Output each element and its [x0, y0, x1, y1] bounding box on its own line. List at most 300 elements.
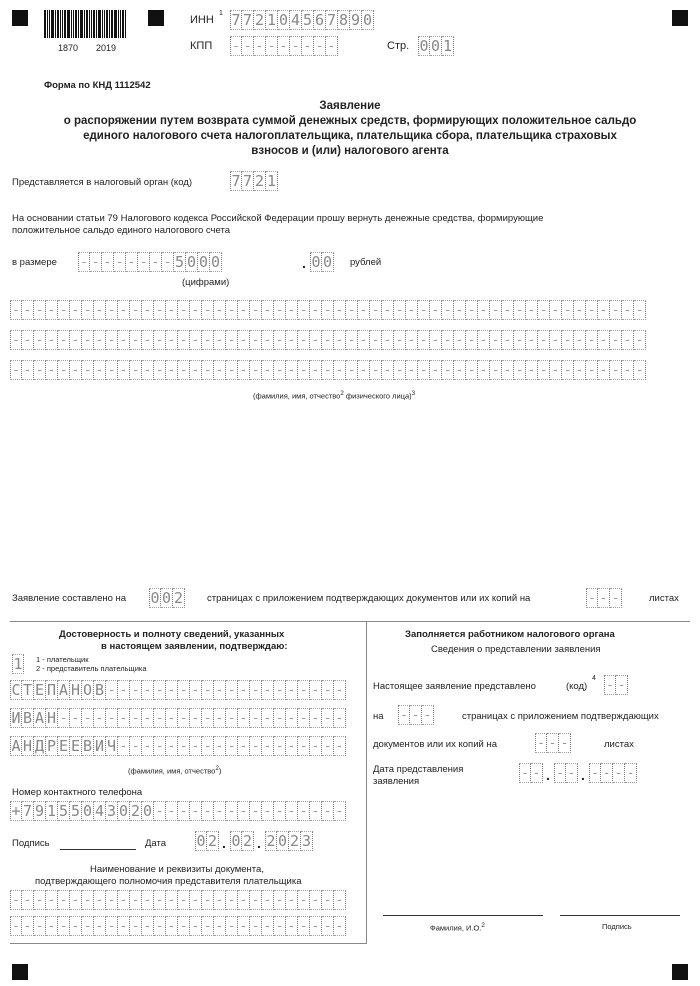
form-cell[interactable]: 7 — [231, 11, 241, 29]
form-cell[interactable]: - — [302, 36, 314, 56]
form-cell[interactable]: - — [226, 360, 238, 380]
form-cell[interactable]: - — [274, 890, 286, 910]
form-cell[interactable]: - — [538, 330, 550, 350]
form-cell[interactable]: - — [22, 360, 34, 380]
signer-type-field[interactable] — [12, 654, 24, 674]
form-cell[interactable]: - — [310, 801, 322, 821]
form-cell[interactable]: - — [262, 736, 274, 756]
form-cell[interactable]: - — [394, 360, 406, 380]
form-cell[interactable]: - — [262, 708, 274, 728]
form-cell[interactable]: - — [442, 300, 454, 320]
form-cell[interactable]: - — [130, 300, 142, 320]
form-cell[interactable]: - — [166, 680, 178, 700]
form-cell[interactable]: - — [406, 300, 418, 320]
form-cell[interactable]: - — [202, 330, 214, 350]
form-cell[interactable]: - — [286, 736, 298, 756]
form-cell[interactable]: - — [130, 360, 142, 380]
form-cell[interactable]: - — [22, 300, 34, 320]
form-cell[interactable]: - — [598, 588, 610, 608]
form-cell[interactable]: 2 — [289, 832, 300, 850]
form-cell[interactable]: - — [202, 360, 214, 380]
form-cell[interactable]: 2 — [173, 589, 184, 607]
form-cell[interactable]: - — [190, 708, 202, 728]
form-cell[interactable]: - — [574, 330, 586, 350]
form-cell[interactable]: - — [154, 916, 166, 936]
form-cell[interactable]: - — [202, 680, 214, 700]
form-cell[interactable]: - — [286, 890, 298, 910]
form-cell[interactable]: - — [22, 916, 34, 936]
form-cell[interactable]: - — [406, 330, 418, 350]
form-cell[interactable]: С — [11, 681, 21, 699]
form-cell[interactable]: - — [519, 763, 531, 783]
form-cell[interactable]: - — [106, 916, 118, 936]
form-cell[interactable]: - — [478, 330, 490, 350]
form-cell[interactable]: - — [118, 708, 130, 728]
form-cell[interactable]: - — [610, 300, 622, 320]
form-cell[interactable]: 0 — [142, 802, 153, 820]
form-cell[interactable]: - — [334, 736, 346, 756]
form-cell[interactable]: - — [82, 300, 94, 320]
date-year-field[interactable] — [265, 831, 313, 851]
form-cell[interactable]: - — [454, 330, 466, 350]
signer-name-field[interactable] — [10, 708, 346, 728]
form-cell[interactable]: - — [550, 360, 562, 380]
form-cell[interactable]: - — [322, 736, 334, 756]
form-cell[interactable]: - — [535, 733, 547, 753]
form-cell[interactable]: - — [58, 890, 70, 910]
form-cell[interactable]: 1 — [46, 802, 57, 820]
form-cell[interactable]: - — [442, 330, 454, 350]
form-cell[interactable]: - — [346, 360, 358, 380]
form-cell[interactable]: 1 — [266, 11, 277, 29]
form-cell[interactable]: - — [118, 916, 130, 936]
form-cell[interactable]: - — [370, 330, 382, 350]
form-cell[interactable]: - — [166, 300, 178, 320]
form-cell[interactable]: 4 — [94, 802, 105, 820]
form-cell[interactable]: 2 — [242, 832, 253, 850]
form-cell[interactable]: - — [142, 360, 154, 380]
form-cell[interactable]: - — [322, 890, 334, 910]
form-cell[interactable]: 0 — [210, 253, 221, 271]
form-cell[interactable]: - — [526, 360, 538, 380]
form-cell[interactable]: - — [214, 360, 226, 380]
form-cell[interactable]: - — [250, 680, 262, 700]
signer-patronymic-field[interactable] — [10, 736, 346, 756]
form-cell[interactable]: - — [202, 916, 214, 936]
form-cell[interactable]: А — [11, 737, 21, 755]
form-cell[interactable]: - — [118, 736, 130, 756]
form-cell[interactable]: - — [70, 300, 82, 320]
form-cell[interactable]: - — [58, 330, 70, 350]
form-cell[interactable]: - — [90, 252, 102, 272]
form-cell[interactable]: + — [11, 802, 21, 820]
form-cell[interactable]: - — [34, 300, 46, 320]
form-cell[interactable]: - — [178, 916, 190, 936]
form-cell[interactable]: 0 — [231, 832, 241, 850]
form-cell[interactable]: - — [514, 330, 526, 350]
form-cell[interactable]: Н — [70, 681, 81, 699]
form-cell[interactable]: - — [154, 360, 166, 380]
form-cell[interactable]: - — [286, 680, 298, 700]
inn-field[interactable] — [230, 10, 374, 30]
form-cell[interactable]: И — [94, 737, 105, 755]
form-cell[interactable]: - — [118, 300, 130, 320]
form-cell[interactable]: - — [142, 736, 154, 756]
form-cell[interactable]: - — [166, 801, 178, 821]
form-cell[interactable]: 1 — [13, 655, 23, 673]
form-cell[interactable]: - — [58, 916, 70, 936]
form-cell[interactable]: - — [298, 360, 310, 380]
form-cell[interactable]: - — [514, 300, 526, 320]
form-cell[interactable]: - — [562, 360, 574, 380]
pages-count-field[interactable] — [149, 588, 185, 608]
sheets-count-field[interactable] — [586, 588, 622, 608]
form-cell[interactable]: - — [250, 330, 262, 350]
form-cell[interactable]: - — [430, 360, 442, 380]
form-cell[interactable]: - — [82, 330, 94, 350]
signer-surname-field[interactable] — [10, 680, 346, 700]
form-cell[interactable]: - — [478, 360, 490, 380]
form-cell[interactable]: - — [394, 330, 406, 350]
form-cell[interactable]: - — [430, 330, 442, 350]
physical-person-fio-row-1[interactable] — [10, 300, 646, 320]
form-cell[interactable]: 1 — [266, 172, 277, 190]
form-cell[interactable]: - — [46, 360, 58, 380]
form-cell[interactable]: О — [82, 681, 93, 699]
form-cell[interactable]: - — [322, 360, 334, 380]
form-cell[interactable]: - — [634, 360, 646, 380]
form-cell[interactable]: - — [334, 890, 346, 910]
form-cell[interactable]: 1 — [442, 37, 453, 55]
form-cell[interactable]: - — [286, 330, 298, 350]
form-cell[interactable]: - — [478, 300, 490, 320]
form-cell[interactable]: - — [310, 708, 322, 728]
form-cell[interactable]: - — [166, 330, 178, 350]
form-cell[interactable]: 7 — [242, 172, 253, 190]
form-cell[interactable]: - — [346, 330, 358, 350]
form-cell[interactable]: - — [238, 708, 250, 728]
form-cell[interactable]: - — [238, 680, 250, 700]
form-cell[interactable]: - — [214, 708, 226, 728]
form-cell[interactable]: 0 — [198, 253, 209, 271]
form-cell[interactable]: - — [526, 330, 538, 350]
tax-authority-code-field[interactable] — [230, 171, 278, 191]
form-cell[interactable]: - — [70, 916, 82, 936]
form-cell[interactable]: - — [298, 916, 310, 936]
form-cell[interactable]: - — [622, 330, 634, 350]
form-cell[interactable]: - — [322, 330, 334, 350]
form-cell[interactable]: 3 — [106, 802, 117, 820]
form-cell[interactable]: - — [190, 300, 202, 320]
form-cell[interactable]: П — [46, 681, 57, 699]
form-cell[interactable]: - — [214, 736, 226, 756]
form-cell[interactable]: - — [274, 916, 286, 936]
form-cell[interactable]: - — [418, 360, 430, 380]
form-cell[interactable]: - — [154, 890, 166, 910]
form-cell[interactable]: - — [22, 890, 34, 910]
form-cell[interactable]: - — [538, 360, 550, 380]
form-cell[interactable]: - — [490, 360, 502, 380]
form-cell[interactable]: - — [322, 708, 334, 728]
form-cell[interactable]: - — [118, 890, 130, 910]
form-cell[interactable]: 2 — [207, 832, 218, 850]
form-cell[interactable]: - — [142, 680, 154, 700]
form-cell[interactable]: - — [166, 708, 178, 728]
authority-doc-field-row-2[interactable] — [10, 916, 346, 936]
form-cell[interactable]: - — [550, 330, 562, 350]
form-cell[interactable]: - — [310, 890, 322, 910]
form-cell[interactable]: - — [406, 360, 418, 380]
form-cell[interactable]: - — [70, 360, 82, 380]
form-cell[interactable]: - — [94, 916, 106, 936]
form-cell[interactable]: - — [274, 330, 286, 350]
form-cell[interactable]: - — [616, 675, 628, 695]
form-cell[interactable]: - — [262, 300, 274, 320]
officer-date-month-field[interactable] — [554, 763, 578, 783]
officer-date-year-field[interactable] — [589, 763, 637, 783]
form-cell[interactable]: - — [106, 330, 118, 350]
form-cell[interactable]: - — [106, 708, 118, 728]
form-cell[interactable]: - — [298, 736, 310, 756]
form-cell[interactable]: 0 — [419, 37, 429, 55]
form-cell[interactable]: - — [554, 763, 566, 783]
form-cell[interactable]: - — [266, 36, 278, 56]
form-cell[interactable]: 7 — [326, 11, 337, 29]
form-cell[interactable]: - — [154, 680, 166, 700]
form-cell[interactable]: А — [58, 681, 69, 699]
date-month-field[interactable] — [230, 831, 254, 851]
form-cell[interactable]: - — [22, 330, 34, 350]
form-cell[interactable]: - — [102, 252, 114, 272]
form-cell[interactable]: - — [622, 360, 634, 380]
form-cell[interactable]: 0 — [277, 832, 288, 850]
form-cell[interactable]: - — [613, 763, 625, 783]
form-cell[interactable]: - — [70, 708, 82, 728]
form-cell[interactable]: - — [358, 300, 370, 320]
form-cell[interactable]: - — [382, 330, 394, 350]
form-cell[interactable]: - — [394, 300, 406, 320]
form-cell[interactable]: - — [70, 890, 82, 910]
form-cell[interactable]: - — [314, 36, 326, 56]
form-cell[interactable]: - — [238, 916, 250, 936]
form-cell[interactable]: - — [238, 330, 250, 350]
form-cell[interactable]: - — [604, 675, 616, 695]
form-cell[interactable]: - — [559, 733, 571, 753]
form-cell[interactable]: - — [202, 801, 214, 821]
form-cell[interactable]: 0 — [362, 11, 373, 29]
form-cell[interactable]: - — [502, 360, 514, 380]
form-cell[interactable]: - — [562, 330, 574, 350]
amount-fraction-field[interactable] — [310, 252, 334, 272]
form-cell[interactable]: - — [274, 360, 286, 380]
kpp-field[interactable] — [230, 36, 338, 56]
form-cell[interactable]: - — [398, 705, 410, 725]
form-cell[interactable]: - — [130, 736, 142, 756]
form-cell[interactable]: 0 — [150, 589, 160, 607]
form-cell[interactable]: - — [106, 890, 118, 910]
form-cell[interactable]: - — [466, 300, 478, 320]
form-cell[interactable]: - — [490, 300, 502, 320]
officer-date-day-field[interactable] — [519, 763, 543, 783]
form-cell[interactable]: Д — [34, 737, 45, 755]
form-cell[interactable]: - — [226, 680, 238, 700]
form-cell[interactable]: - — [178, 300, 190, 320]
form-cell[interactable]: - — [298, 680, 310, 700]
form-cell[interactable]: - — [166, 890, 178, 910]
form-cell[interactable]: - — [254, 36, 266, 56]
form-cell[interactable]: - — [190, 801, 202, 821]
form-cell[interactable]: - — [226, 736, 238, 756]
form-cell[interactable]: - — [250, 890, 262, 910]
form-cell[interactable]: - — [130, 916, 142, 936]
form-cell[interactable]: - — [142, 916, 154, 936]
officer-pages-field[interactable] — [398, 705, 434, 725]
officer-sheets-field[interactable] — [535, 733, 571, 753]
form-cell[interactable]: - — [454, 300, 466, 320]
form-cell[interactable]: - — [118, 330, 130, 350]
form-cell[interactable]: - — [94, 890, 106, 910]
form-cell[interactable]: - — [190, 680, 202, 700]
form-cell[interactable]: - — [298, 890, 310, 910]
form-cell[interactable]: 7 — [231, 172, 241, 190]
form-cell[interactable]: - — [550, 300, 562, 320]
officer-name-line[interactable] — [383, 915, 543, 916]
form-cell[interactable]: - — [126, 252, 138, 272]
form-cell[interactable]: - — [298, 300, 310, 320]
form-cell[interactable]: - — [230, 36, 242, 56]
form-cell[interactable]: 5 — [58, 802, 69, 820]
form-cell[interactable]: - — [322, 300, 334, 320]
form-cell[interactable]: - — [202, 708, 214, 728]
form-cell[interactable]: - — [10, 890, 22, 910]
form-cell[interactable]: - — [274, 680, 286, 700]
form-cell[interactable]: - — [274, 801, 286, 821]
form-cell[interactable]: - — [358, 330, 370, 350]
form-cell[interactable]: - — [310, 360, 322, 380]
form-cell[interactable]: - — [34, 360, 46, 380]
form-cell[interactable]: - — [166, 360, 178, 380]
form-cell[interactable]: - — [10, 916, 22, 936]
form-cell[interactable]: - — [166, 916, 178, 936]
form-cell[interactable]: - — [94, 708, 106, 728]
form-cell[interactable]: - — [466, 330, 478, 350]
form-cell[interactable]: - — [334, 916, 346, 936]
form-cell[interactable]: - — [586, 588, 598, 608]
form-cell[interactable]: - — [106, 300, 118, 320]
form-cell[interactable]: - — [502, 330, 514, 350]
form-cell[interactable]: - — [310, 916, 322, 936]
form-cell[interactable]: - — [162, 252, 174, 272]
form-cell[interactable]: 5 — [174, 253, 185, 271]
form-cell[interactable]: - — [531, 763, 543, 783]
form-cell[interactable]: - — [610, 588, 622, 608]
form-cell[interactable]: И — [11, 709, 21, 727]
form-cell[interactable]: Е — [70, 737, 81, 755]
form-cell[interactable]: - — [114, 252, 126, 272]
form-cell[interactable]: - — [190, 330, 202, 350]
form-cell[interactable]: А — [34, 709, 45, 727]
form-cell[interactable]: 2 — [254, 172, 265, 190]
form-cell[interactable]: - — [226, 801, 238, 821]
form-cell[interactable]: - — [78, 252, 90, 272]
form-cell[interactable]: - — [634, 330, 646, 350]
form-cell[interactable]: - — [178, 680, 190, 700]
form-cell[interactable]: - — [322, 680, 334, 700]
form-cell[interactable]: 3 — [301, 832, 312, 850]
form-cell[interactable]: - — [130, 890, 142, 910]
form-cell[interactable]: - — [334, 708, 346, 728]
form-cell[interactable]: - — [286, 360, 298, 380]
form-cell[interactable]: - — [625, 763, 637, 783]
physical-person-fio-row-3[interactable] — [10, 360, 646, 380]
form-cell[interactable]: - — [238, 300, 250, 320]
form-cell[interactable]: - — [94, 330, 106, 350]
form-cell[interactable]: - — [190, 360, 202, 380]
form-cell[interactable]: - — [334, 300, 346, 320]
officer-signature-line[interactable] — [560, 915, 680, 916]
form-cell[interactable]: - — [586, 300, 598, 320]
form-cell[interactable]: - — [166, 736, 178, 756]
form-cell[interactable]: - — [34, 330, 46, 350]
form-cell[interactable]: - — [250, 300, 262, 320]
form-cell[interactable]: - — [154, 801, 166, 821]
form-cell[interactable]: - — [290, 36, 302, 56]
form-cell[interactable]: - — [274, 708, 286, 728]
form-cell[interactable]: - — [238, 736, 250, 756]
form-cell[interactable]: - — [262, 890, 274, 910]
form-cell[interactable]: - — [178, 360, 190, 380]
form-cell[interactable]: - — [226, 890, 238, 910]
form-cell[interactable]: - — [298, 801, 310, 821]
form-cell[interactable]: 7 — [242, 11, 253, 29]
form-cell[interactable]: - — [601, 763, 613, 783]
form-cell[interactable]: 4 — [290, 11, 301, 29]
form-cell[interactable]: - — [178, 736, 190, 756]
form-cell[interactable]: - — [118, 680, 130, 700]
form-cell[interactable]: - — [410, 705, 422, 725]
form-cell[interactable]: - — [250, 708, 262, 728]
form-cell[interactable]: - — [589, 763, 601, 783]
form-cell[interactable]: - — [238, 890, 250, 910]
form-cell[interactable]: 0 — [196, 832, 206, 850]
form-cell[interactable]: - — [214, 916, 226, 936]
form-cell[interactable]: Н — [46, 709, 57, 727]
form-cell[interactable]: - — [238, 360, 250, 380]
form-cell[interactable]: 9 — [34, 802, 45, 820]
form-cell[interactable]: - — [286, 916, 298, 936]
form-cell[interactable]: - — [382, 360, 394, 380]
submission-method-code-field[interactable] — [604, 675, 628, 695]
form-cell[interactable]: - — [334, 360, 346, 380]
form-cell[interactable]: - — [262, 801, 274, 821]
form-cell[interactable]: - — [46, 890, 58, 910]
form-cell[interactable]: - — [178, 801, 190, 821]
form-cell[interactable]: - — [586, 360, 598, 380]
form-cell[interactable]: - — [214, 330, 226, 350]
form-cell[interactable]: - — [262, 330, 274, 350]
form-cell[interactable]: - — [310, 680, 322, 700]
form-cell[interactable]: - — [274, 736, 286, 756]
phone-field[interactable] — [10, 801, 346, 821]
authority-doc-field-row-1[interactable] — [10, 890, 346, 910]
form-cell[interactable]: Е — [58, 737, 69, 755]
form-cell[interactable]: - — [214, 680, 226, 700]
form-cell[interactable]: - — [418, 330, 430, 350]
form-cell[interactable]: 5 — [302, 11, 313, 29]
form-cell[interactable]: - — [82, 708, 94, 728]
form-cell[interactable]: - — [358, 360, 370, 380]
form-cell[interactable]: 9 — [350, 11, 361, 29]
